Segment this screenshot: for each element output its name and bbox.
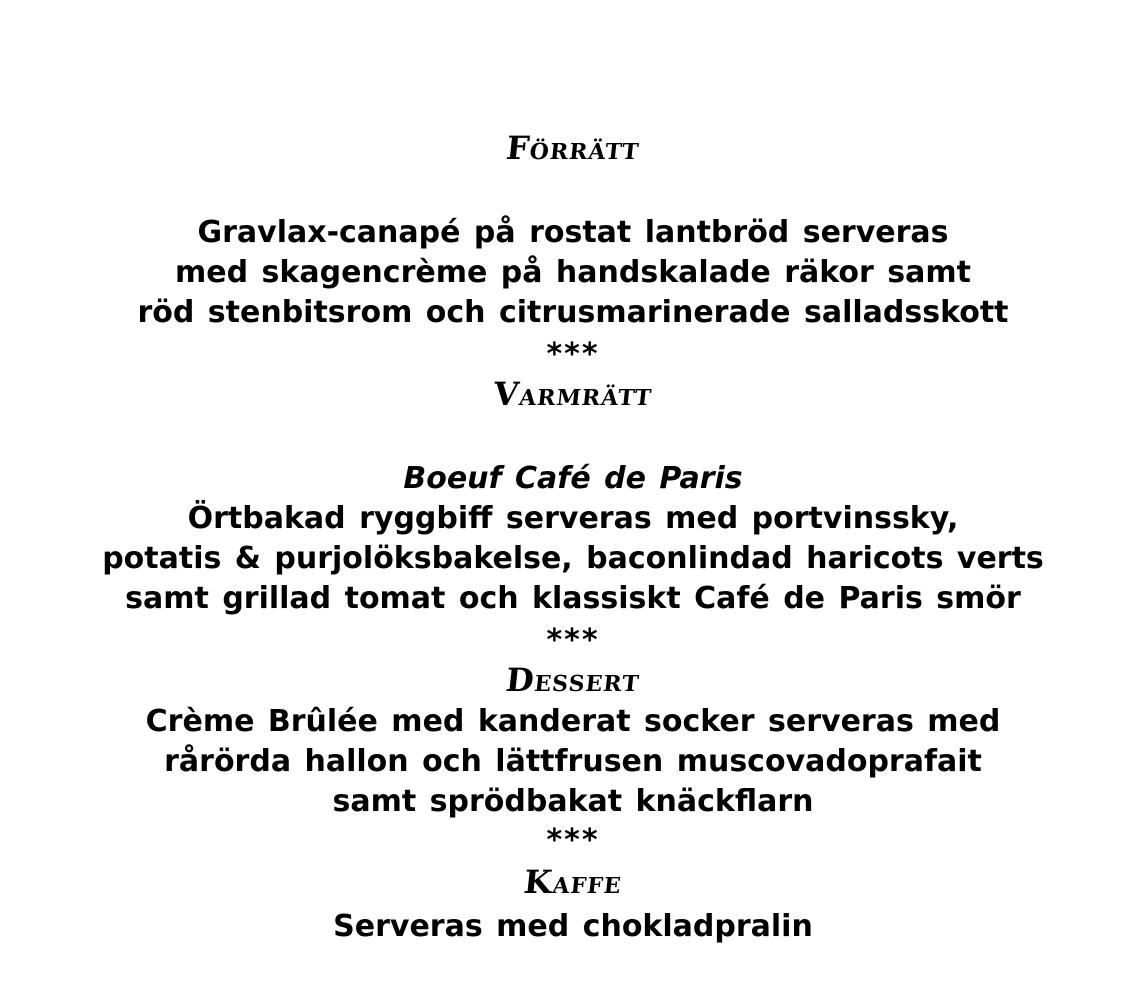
main-line: potatis & purjolöksbakelse, baconlindad haricots verts	[102, 541, 1044, 576]
main-dish-name: Boeuf Café de Paris	[403, 461, 743, 496]
coffee-line: Serveras med chokladpralin	[333, 909, 813, 944]
dessert-heading: Dessert	[504, 661, 642, 699]
coffee-description	[0, 907, 1146, 947]
dessert-line: Crème Brûlée med kanderat socker serveras med	[145, 704, 1001, 739]
main-description	[0, 459, 1146, 619]
starter-heading: Förrätt	[504, 129, 642, 167]
course-separator: ***	[546, 623, 600, 658]
main-line: samt grillad tomat och klassiskt Café de Paris smör	[125, 581, 1021, 616]
starter-line: med skagencrème på handskalade räkor samt	[175, 255, 971, 290]
starter-line: röd stenbitsrom och citrusmarinerade salladsskott	[137, 295, 1009, 330]
starter-line: Gravlax-canapé på rostat lantbröd serveras	[197, 215, 949, 250]
dessert-line: rårörda hallon och lättfrusen muscovadoprafait	[164, 744, 982, 779]
dessert-description	[0, 702, 1146, 822]
course-separator: ***	[546, 337, 600, 372]
starter-description	[0, 213, 1146, 333]
course-separator: ***	[546, 823, 600, 858]
dessert-line: samt sprödbakat knäckflarn	[332, 784, 814, 819]
coffee-heading: Kaffe	[522, 863, 624, 901]
main-heading: Varmrätt	[491, 375, 655, 413]
main-line: Örtbakad ryggbiff serveras med portvinssky,	[187, 501, 959, 536]
